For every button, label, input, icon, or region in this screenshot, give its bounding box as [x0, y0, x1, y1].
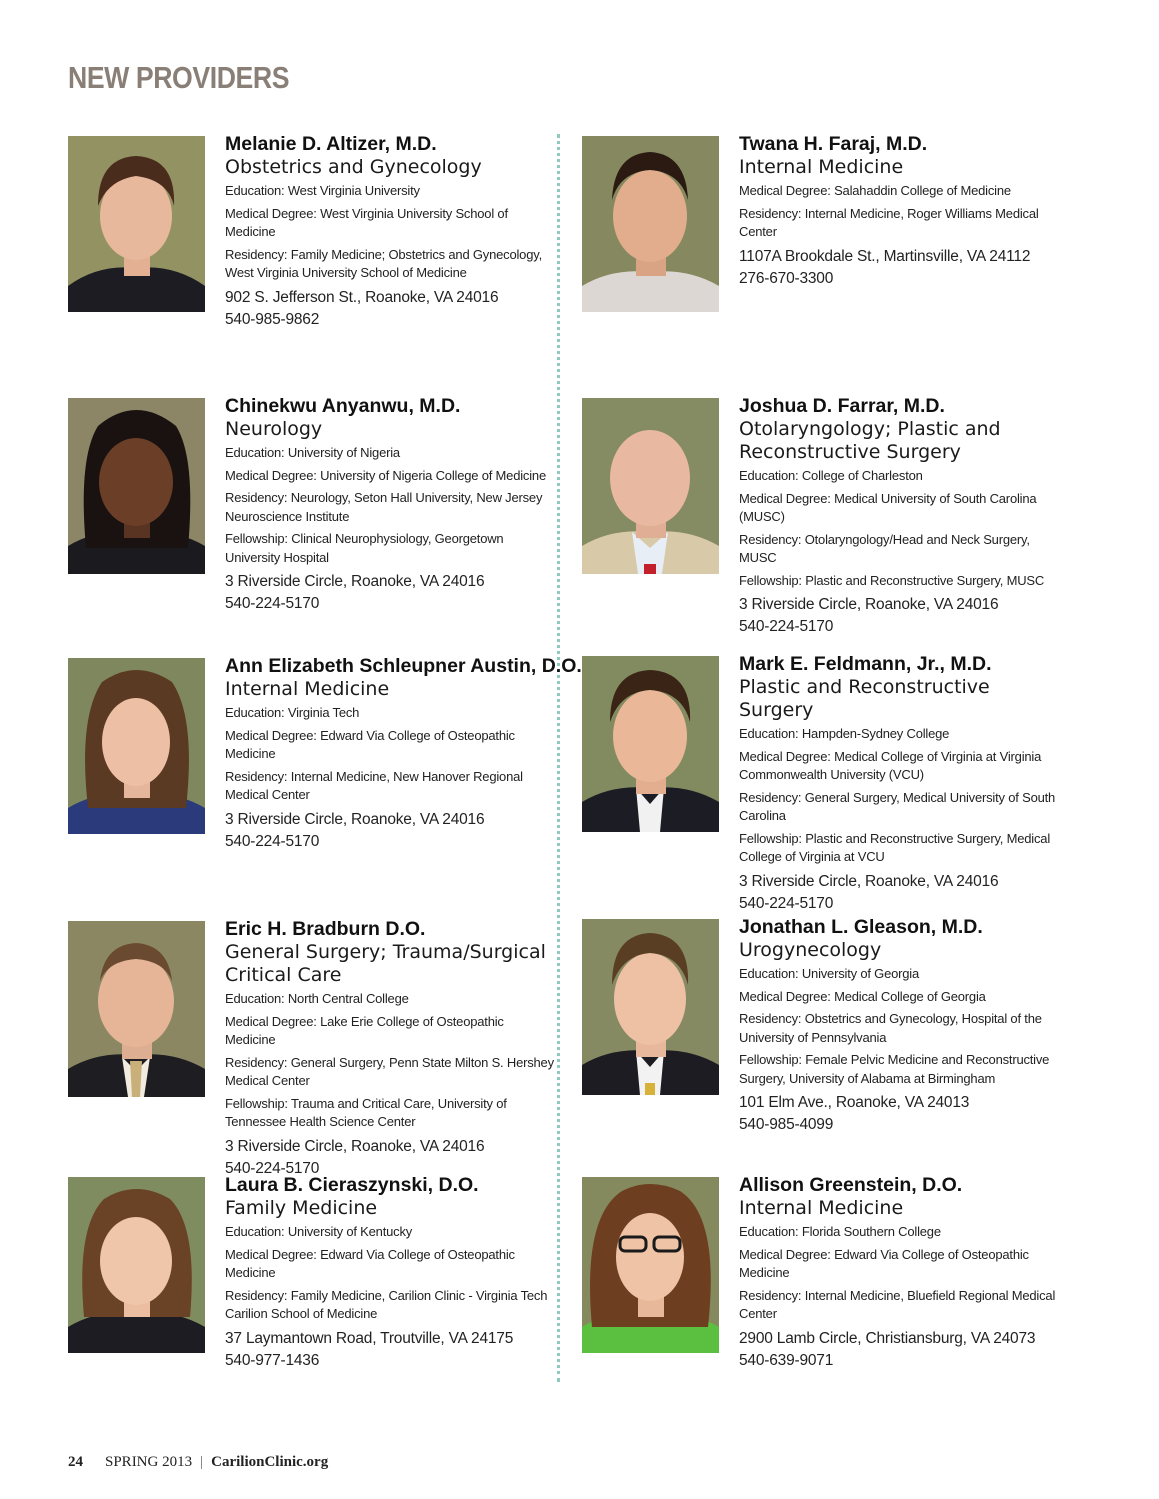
provider-photo: [582, 919, 719, 1095]
provider-address: 2900 Lamb Circle, Christiansburg, VA 24073: [739, 1329, 1036, 1347]
provider-info: [739, 915, 1069, 1136]
provider-info: [225, 132, 555, 331]
provider-info: [739, 132, 1069, 290]
provider-photo: [582, 656, 719, 832]
provider-fellowship: Fellowship: Trauma and Critical Care, University of Tennessee Health Science Center: [225, 1095, 507, 1129]
provider-medical-degree: Medical Degree: Medical College of Virginia at Virginia Commonwealth University (VCU): [739, 748, 1042, 782]
provider-specialty: Plastic and Reconstructive Surgery: [739, 676, 990, 721]
provider-residency: Residency: Internal Medicine, Roger Williams Medical Center: [739, 205, 1039, 239]
provider-address: 3 Riverside Circle, Roanoke, VA 24016: [225, 1137, 485, 1155]
provider-phone: 540-224-5170: [225, 595, 320, 612]
provider-residency: Residency: Obstetrics and Gynecology, Hospital of the University of Pennsylvania: [739, 1011, 1042, 1045]
provider-education: Education: University of Kentucky: [225, 1224, 413, 1239]
provider-medical-degree: Medical Degree: Medical College of Georgia: [739, 988, 986, 1004]
provider-name: Eric H. Bradburn D.O.: [225, 918, 426, 940]
provider-fellowship: Fellowship: Plastic and Reconstructive Surgery, MUSC: [739, 572, 1045, 588]
provider-fellowship: Fellowship: Plastic and Reconstructive Surgery, Medical College of Virginia at VCU: [739, 830, 1051, 864]
provider-photo: [68, 398, 205, 574]
page-number: 24: [68, 1454, 83, 1470]
provider-medical-degree: Medical Degree: University of Nigeria College of Medicine: [225, 467, 546, 483]
provider-education: Education: Hampden-Sydney College: [739, 726, 950, 741]
provider-medical-degree: Medical Degree: West Virginia University School of Medicine: [225, 205, 508, 239]
provider-name: Laura B. Cieraszynski, D.O.: [225, 1174, 479, 1196]
provider-info: [739, 394, 1069, 638]
column-divider: [557, 134, 560, 1382]
page-title: NEW PROVIDERS: [68, 60, 290, 95]
provider-photo: [68, 658, 205, 834]
provider-name: Joshua D. Farrar, M.D.: [739, 395, 945, 417]
provider-phone: 540-224-5170: [739, 894, 834, 912]
provider-phone: 540-977-1436: [225, 1351, 320, 1369]
provider-photo: [582, 1177, 719, 1353]
provider-photo: [68, 1177, 205, 1353]
provider-address: 3 Riverside Circle, Roanoke, VA 24016: [225, 573, 485, 590]
provider-education: Education: University of Nigeria: [225, 445, 400, 460]
provider-address: 101 Elm Ave., Roanoke, VA 24013: [739, 1094, 970, 1111]
provider-name: Chinekwu Anyanwu, M.D.: [225, 395, 461, 417]
provider-medical-degree: Medical Degree: Salahaddin College of Medicine: [739, 183, 1011, 198]
provider-phone: 540-985-9862: [225, 310, 320, 328]
provider-residency: Residency: Neurology, Seton Hall University, New Jersey Neuroscience Institute: [225, 490, 543, 524]
provider-address: 37 Laymantown Road, Troutville, VA 24175: [225, 1329, 514, 1347]
provider-phone: 276-670-3300: [739, 269, 834, 287]
provider-residency: Residency: Otolaryngology/Head and Neck Surgery, MUSC: [739, 531, 1030, 565]
provider-phone: 540-985-4099: [739, 1116, 834, 1133]
provider-name: Jonathan L. Gleason, M.D.: [739, 916, 983, 938]
provider-name: Allison Greenstein, D.O.: [739, 1174, 963, 1196]
provider-info: [225, 654, 582, 853]
footer-separator: |: [200, 1454, 204, 1470]
provider-info: [739, 1173, 1069, 1372]
provider-info: [225, 1173, 555, 1372]
provider-education: Education: North Central College: [225, 991, 409, 1006]
provider-specialty: Obstetrics and Gynecology: [225, 156, 482, 178]
page-footer: [68, 1454, 328, 1471]
provider-residency: Residency: General Surgery, Medical University of South Carolina: [739, 789, 1056, 823]
provider-medical-degree: Medical Degree: Edward Via College of Osteopathic Medicine: [225, 727, 515, 761]
provider-phone: 540-224-5170: [225, 832, 320, 850]
provider-specialty: Internal Medicine: [739, 156, 904, 178]
provider-specialty: Internal Medicine: [225, 678, 390, 700]
provider-address: 3 Riverside Circle, Roanoke, VA 24016: [739, 596, 999, 613]
website-link[interactable]: CarilionClinic.org: [211, 1454, 329, 1470]
provider-specialty: Urogynecology: [739, 939, 882, 961]
provider-address: 3 Riverside Circle, Roanoke, VA 24016: [739, 872, 999, 890]
provider-medical-degree: Medical Degree: Edward Via College of Osteopathic Medicine: [739, 1246, 1029, 1280]
provider-residency: Residency: Family Medicine, Carilion Clinic - Virginia Tech Carilion School of Medicine: [225, 1287, 548, 1321]
provider-name: Mark E. Feldmann, Jr., M.D.: [739, 653, 992, 675]
provider-specialty: Neurology: [225, 418, 323, 440]
provider-residency: Residency: Internal Medicine, New Hanover Regional Medical Center: [225, 768, 523, 802]
provider-education: Education: University of Georgia: [739, 966, 920, 981]
provider-address: 902 S. Jefferson St., Roanoke, VA 24016: [225, 288, 499, 306]
provider-residency: Residency: Family Medicine; Obstetrics and Gynecology, West Virginia University School of Medicine: [225, 246, 542, 280]
provider-phone: 540-224-5170: [225, 1159, 320, 1177]
provider-education: Education: West Virginia University: [225, 183, 420, 198]
provider-address: 3 Riverside Circle, Roanoke, VA 24016: [225, 810, 485, 828]
provider-name: Melanie D. Altizer, M.D.: [225, 133, 437, 155]
provider-medical-degree: Medical Degree: Edward Via College of Osteopathic Medicine: [225, 1246, 515, 1280]
issue-label: SPRING 2013: [105, 1454, 193, 1470]
provider-photo: [68, 921, 205, 1097]
provider-fellowship: Fellowship: Female Pelvic Medicine and Reconstructive Surgery, University of Alabama at Birmingham: [739, 1052, 1050, 1086]
provider-photo: [582, 136, 719, 312]
provider-medical-degree: Medical Degree: Medical University of South Carolina (MUSC): [739, 490, 1037, 524]
provider-photo: [582, 398, 719, 574]
provider-education: Education: Virginia Tech: [225, 705, 360, 720]
provider-education: Education: College of Charleston: [739, 468, 923, 483]
provider-name: Ann Elizabeth Schleupner Austin, D.O.: [225, 655, 582, 677]
provider-name: Twana H. Faraj, M.D.: [739, 133, 928, 155]
provider-specialty: General Surgery; Trauma/Surgical Critical Care: [225, 941, 546, 986]
provider-specialty: Family Medicine: [225, 1197, 378, 1219]
provider-specialty: Otolaryngology; Plastic and Reconstructive Surgery: [739, 418, 1001, 463]
provider-info: [225, 394, 555, 615]
provider-medical-degree: Medical Degree: Lake Erie College of Osteopathic Medicine: [225, 1013, 504, 1047]
provider-info: [739, 652, 1069, 915]
provider-education: Education: Florida Southern College: [739, 1224, 941, 1239]
provider-phone: 540-639-9071: [739, 1351, 834, 1369]
provider-fellowship: Fellowship: Clinical Neurophysiology, Georgetown University Hospital: [225, 531, 504, 565]
provider-address: 1107A Brookdale St., Martinsville, VA 24112: [739, 247, 1031, 265]
provider-phone: 540-224-5170: [739, 618, 834, 635]
provider-photo: [68, 136, 205, 312]
provider-residency: Residency: General Surgery, Penn State Milton S. Hershey Medical Center: [225, 1054, 554, 1088]
provider-residency: Residency: Internal Medicine, Bluefield Regional Medical Center: [739, 1287, 1056, 1321]
provider-specialty: Internal Medicine: [739, 1197, 904, 1219]
provider-info: [225, 917, 555, 1180]
